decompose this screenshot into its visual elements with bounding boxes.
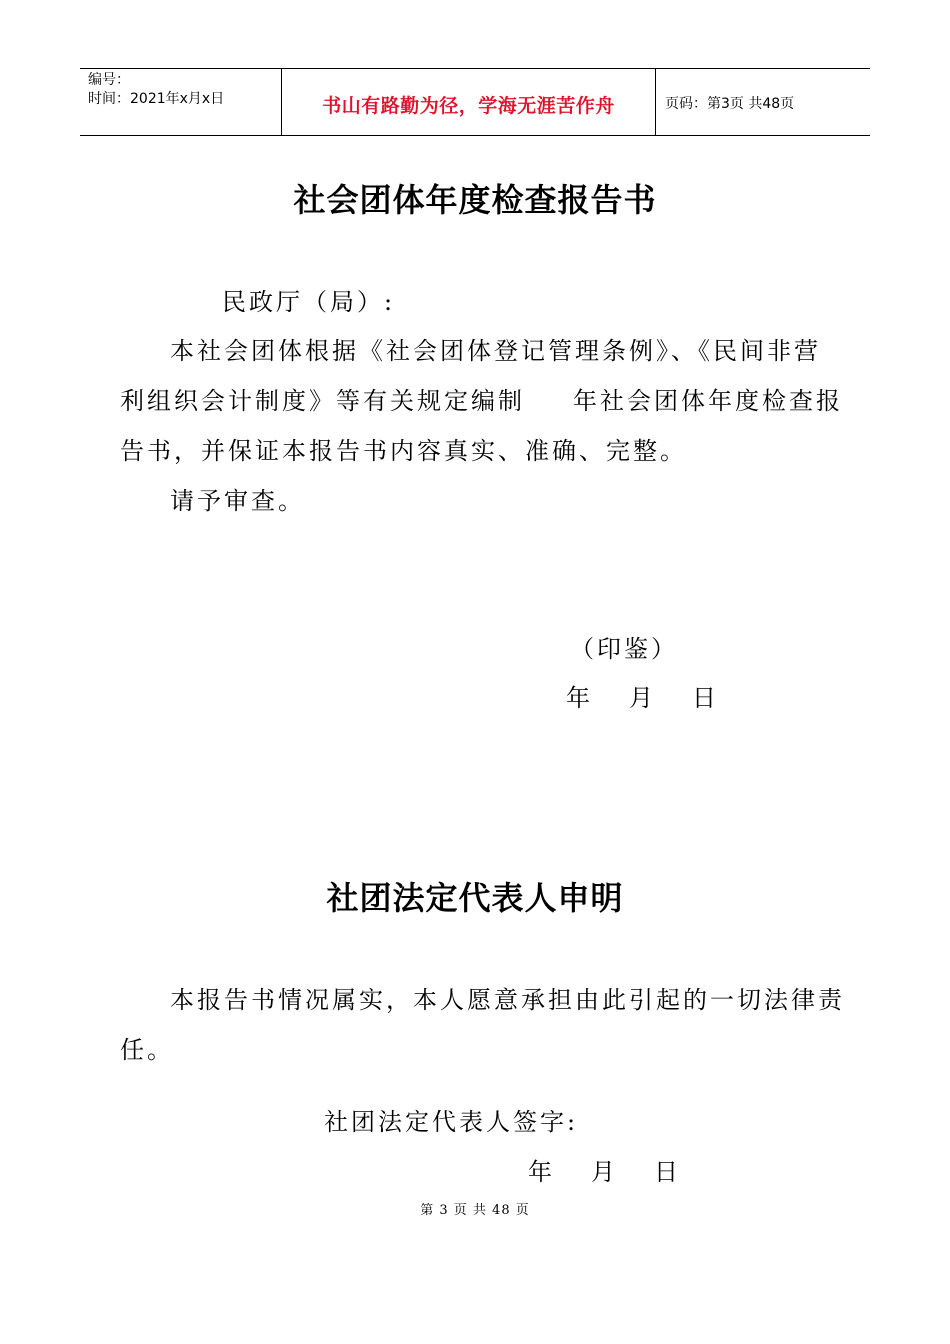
page-footer: 第 3 页 共 48 页 bbox=[420, 1203, 530, 1218]
header-page-info: 页码：第3页 共48页 bbox=[665, 96, 795, 112]
date-year: 年 bbox=[528, 1158, 555, 1186]
addressee: 民政厅（局）: bbox=[222, 288, 396, 316]
report-body-line: 告书，并保证本报告书内容真实、准确、完整。 bbox=[120, 437, 687, 465]
date-year: 年 bbox=[566, 684, 593, 712]
signature-label: 社团法定代表人签字: bbox=[324, 1108, 579, 1136]
report-body-text: 利组织会计制度》等有关规定编制 bbox=[120, 387, 525, 415]
report-body-text: 年社会团体年度检查报 bbox=[573, 387, 843, 415]
date-day: 日 bbox=[654, 1158, 681, 1186]
declaration-body-line: 本报告书情况属实，本人愿意承担由此引起的一切法律责 bbox=[170, 986, 845, 1014]
header-motto: 书山有路勤为径，学海无涯苦作舟 bbox=[322, 95, 615, 117]
declaration-date bbox=[528, 1152, 681, 1187]
report-body-line bbox=[120, 381, 843, 416]
report-title: 社会团体年度检查报告书 bbox=[293, 181, 657, 219]
report-date bbox=[566, 678, 719, 713]
page-header bbox=[80, 68, 870, 136]
seal-label: （印鉴） bbox=[570, 635, 678, 663]
header-divider bbox=[655, 69, 656, 135]
date-month: 月 bbox=[629, 684, 656, 712]
request-line: 请予审查。 bbox=[170, 487, 305, 515]
report-body-line: 本社会团体根据《社会团体登记管理条例》、《民间非营 bbox=[170, 337, 821, 365]
declaration-body-line: 任。 bbox=[120, 1036, 174, 1064]
date-line: 时间：2021年x月x日 bbox=[88, 91, 225, 107]
date-day: 日 bbox=[692, 684, 719, 712]
date-month: 月 bbox=[591, 1158, 618, 1186]
serial-label: 编号： bbox=[88, 72, 130, 88]
declaration-title: 社团法定代表人申明 bbox=[326, 879, 624, 917]
header-meta bbox=[88, 71, 224, 109]
